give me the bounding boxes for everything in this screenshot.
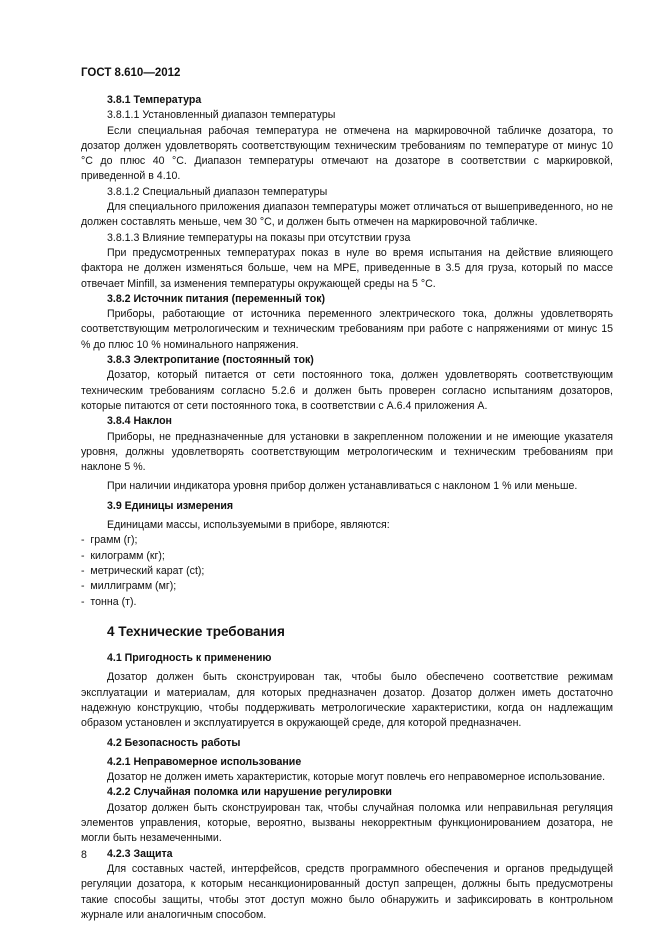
paragraph-4-2-1: Дозатор не должен иметь характеристик, которые могут повлечь его неправомерное использование. [107,771,606,784]
paragraph-3-9-intro: Единицами массы, используемыми в приборе, являются: [107,519,390,532]
section-heading-3-8-2: 3.8.2 Источник питания (переменный ток) [107,292,326,305]
document-body [81,93,613,923]
paragraph-3-8-1-2: Для специального приложения диапазон температуры может отличаться от вышеприведенного, но не должен составлять меньше, чем 30 °С, и должен быть отмечен на маркировочной табличке. [81,201,613,229]
paragraph-3-8-4-a: Приборы, не предназначенные для установки в закрепленном положении и не имеющие указателя уровня, должны удовлетворять соответствующим метрологическим и техническим требованиям при наклоне 5 %. [81,430,613,474]
paragraph-3-8-1-3: При предусмотренных температурах показ в нуле во время испытания на действие влияющего фактора не должен изменяться больше, чем на МРЕ, приведенные в 3.5 для груза, который по массе отвечает Minfill, за изменения температуры окружающей среды на 5 °С. [81,246,613,290]
paragraph-4-1: Дозатор должен быть сконструирован так, чтобы было обеспечено соответствие режимам эксплуатации и материалам, для которых предназначен дозатор. Дозатор должен иметь достаточно надежную конструкцию, чтобы поддерживать метрологические характеристики, когда он надлежащим образом установлен и эксплуатируется в окружающей среде, для которой предназначен. [81,671,613,730]
chapter-heading-4: 4 Технические требования [107,623,285,639]
subsection-heading-3-8-1-2: 3.8.1.2 Специальный диапазон температуры [107,185,328,198]
units-list [81,533,613,609]
list-item: - тонна (т). [81,595,613,610]
section-heading-3-8-3: 3.8.3 Электропитание (постоянный ток) [107,354,314,367]
section-heading-3-9: 3.9 Единицы измерения [107,499,234,512]
section-heading-4-2-1: 4.2.1 Неправомерное использование [107,755,302,768]
section-heading-4-1: 4.1 Пригодность к применению [107,652,272,665]
paragraph-3-8-4-b: При наличии индикатора уровня прибор должен устанавливаться с наклоном 1 % или меньше. [107,480,578,493]
document-header: ГОСТ 8.610—2012 [81,67,181,79]
section-heading-3-8-1: 3.8.1 Температура [107,94,202,106]
list-item: - грамм (г); [81,533,613,548]
list-item: - килограмм (кг); [81,549,613,564]
subsection-heading-3-8-1-1: 3.8.1.1 Установленный диапазон температуры [107,109,336,122]
list-item: - метрический карат (ct); [81,564,613,579]
paragraph-4-2-3: Для составных частей, интерфейсов, средств программного обеспечения и органов предыдущей регуляции дозатора, к которым несанкционированный доступ запрещен, должны быть предусмотрены такие способы защиты, чтобы этот доступ можно было обнаружить и зафиксировать в контрольном журнале или аналогичным способом. [81,862,613,921]
paragraph-4-2-2: Дозатор должен быть сконструирован так, чтобы случайная поломка или неправильная регуляция элементов управления, которые, вероятно, вызваны некорректным функционированием дозатора, не могли быть незамеченными. [81,801,613,845]
paragraph-3-8-3: Дозатор, который питается от сети постоянного тока, должен удовлетворять соответствующим техническим требованиям согласно 5.2.6 и должен быть проверен согласно испытаниям дозаторов, которые питаются от сети постоянного тока, в соответствии с А.6.4 приложения А. [81,369,613,412]
paragraph-3-8-1-1: Если специальная рабочая температура не отмечена на маркировочной табличке дозатора, то дозатор должен удовлетворять соответствующим техническим требованиям по температуре от минус 10 °С до плюс 40 °С. Диапазон температуры отмечают на дозаторе в соответствии с маркировкой, приведенной в 4.10. [81,124,613,183]
section-heading-4-2-2: 4.2.2 Случайная поломка или нарушение регулировки [107,786,392,799]
page-number: 8 [81,849,87,861]
list-item: - миллиграмм (мг); [81,579,613,594]
section-heading-4-2-3: 4.2.3 Защита [107,847,173,860]
section-heading-4-2: 4.2 Безопасность работы [107,736,241,749]
subsection-heading-3-8-1-3: 3.8.1.3 Влияние температуры на показы при отсутствии груза [107,231,411,244]
paragraph-3-8-2: Приборы, работающие от источника переменного электрического тока, должны удовлетворять соответствующим метрологическим и техническим требованиям при работе с напряжениями от минус 15 % до плюс 10 % номинального напряжения. [81,308,613,351]
section-heading-3-8-4: 3.8.4 Наклон [107,415,172,428]
